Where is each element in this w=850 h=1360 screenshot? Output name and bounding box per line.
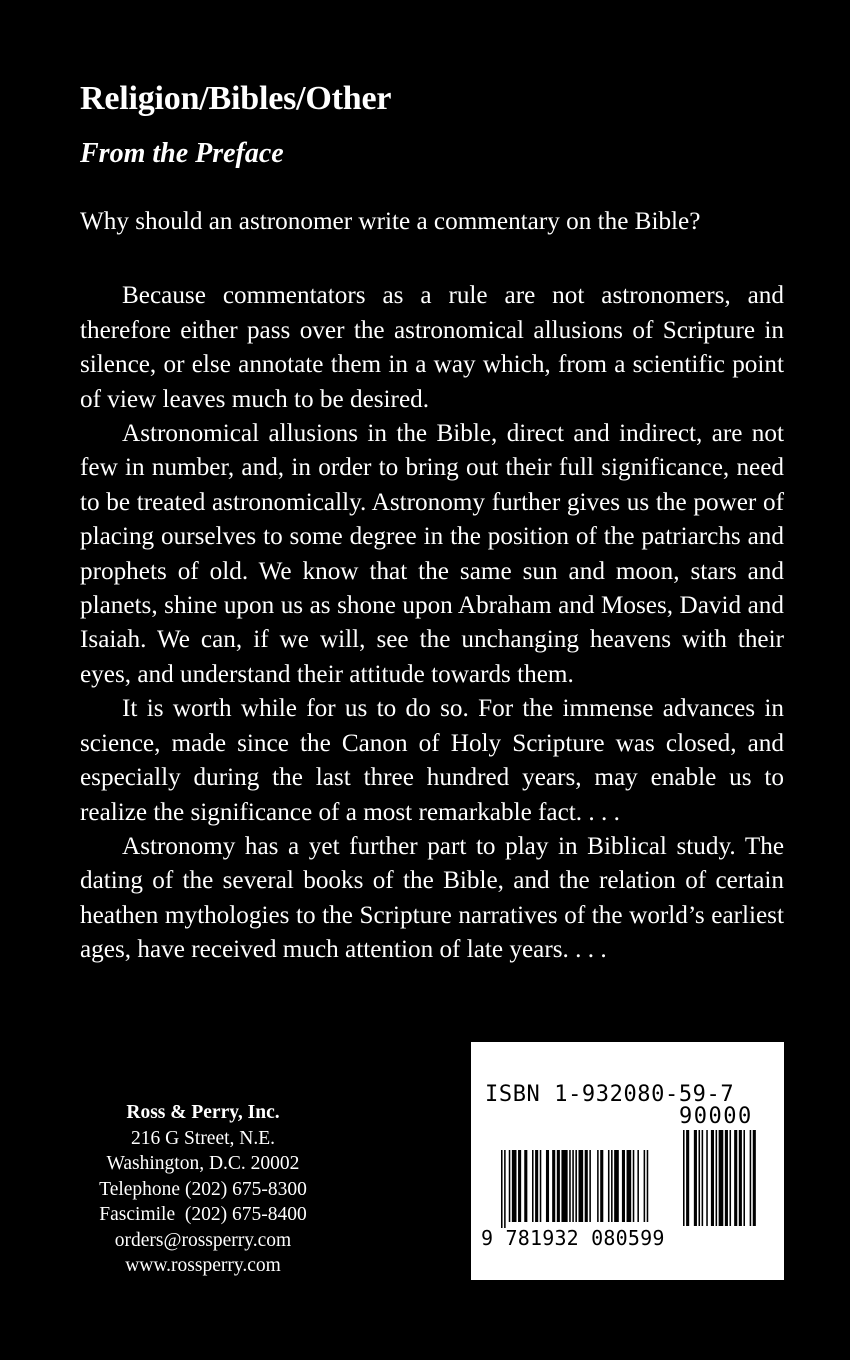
- barcode-bar: [512, 1150, 517, 1222]
- publisher-street: 216 G Street, N.E.: [130, 1127, 276, 1149]
- publisher-city: Washington, D.C. 20002: [106, 1153, 300, 1174]
- barcode-bar: [589, 1150, 591, 1222]
- barcode-bar: [633, 1150, 635, 1222]
- isbn-label: ISBN 1-932080-59-7: [485, 1082, 735, 1107]
- barcode-bar: [702, 1130, 704, 1226]
- barcode-bar: [750, 1130, 752, 1226]
- barcode-bar: [614, 1150, 619, 1222]
- barcode-bar: [608, 1150, 610, 1222]
- barcode-bar: [501, 1150, 503, 1228]
- barcode-bar: [518, 1150, 521, 1222]
- barcode-bar: [569, 1150, 571, 1222]
- barcode-bar: [753, 1130, 756, 1226]
- publisher-website: www.rossperry.com: [125, 1255, 281, 1276]
- barcode-bar: [509, 1150, 511, 1222]
- barcode-bar: [743, 1130, 745, 1226]
- barcode-bar: [504, 1150, 506, 1228]
- barcode-bar: [694, 1130, 697, 1226]
- barcode-bar: [725, 1130, 728, 1226]
- barcode-bar: [546, 1150, 549, 1222]
- preface-paragraph-2: Astronomical allusions in the Bible, direct and indirect, are not few in number, and, in order to bring out their full significance, need to be treated astronomically. Astronomy further gives us the power of placing ourselves to some degree in the position of the patriarchs and prophets of old. We know that the same sun and moon, stars and planets, shine upon us as shone upon Abraham and Moses, David and Isaiah. We can, if we will, see the unchanging heavens with their eyes, and understand their attitude towards them.: [80, 420, 784, 688]
- opening-question: Why should an astronomer write a commentary on the Bible?: [80, 208, 701, 235]
- barcode-bar: [557, 1150, 560, 1222]
- barcode-bar: [627, 1150, 632, 1222]
- barcode-bar: [683, 1130, 685, 1226]
- preface-paragraph-4: Astronomy has a yet further part to play in Biblical study. The dating of the several books of the Bible, and the relation of certain heathen mythologies to the Scripture narratives of the world’s earliest ages, have received much attention of late years. . . .: [80, 832, 784, 964]
- preface-paragraph-3: It is worth while for us to do so. For the immense advances in science, made since the Canon of Holy Scripture was closed, and especially during the last three hundred years, may enable us to realize the significance of a most remarkable fact. . . .: [80, 695, 784, 826]
- barcode-bar: [579, 1150, 584, 1222]
- barcode-bar: [575, 1150, 577, 1222]
- preface-paragraph-1: Because commentators as a rule are not astronomers, and therefore either pass over the astronomical allusions of Scripture in silence, or else annotate them in a way which, from a scientific point of view leaves much to be desired.: [80, 282, 784, 413]
- barcode-bar: [699, 1130, 701, 1226]
- ean-digits: 9 781932 080599: [481, 1226, 665, 1250]
- barcode-bar: [585, 1150, 588, 1222]
- barcode-bar: [524, 1150, 527, 1222]
- barcode-bar: [739, 1130, 742, 1226]
- category-heading: Religion/Bibles/Other: [80, 80, 392, 117]
- barcode-bar: [535, 1150, 538, 1222]
- barcode-bar: [716, 1130, 718, 1226]
- publisher-name: Ross & Perry, Inc.: [126, 1102, 280, 1123]
- preface-subtitle: From the Preface: [80, 138, 284, 169]
- barcode-bar: [711, 1130, 714, 1226]
- barcode-bar: [622, 1150, 625, 1222]
- barcode-bar: [730, 1130, 732, 1226]
- isbn-barcode: [471, 1042, 784, 1280]
- barcode-bar: [644, 1150, 646, 1222]
- barcode-bar: [734, 1130, 737, 1226]
- barcode-bar: [552, 1150, 555, 1222]
- publisher-fax: Fascimile (202) 675-8400: [99, 1204, 307, 1225]
- barcode-bar: [706, 1130, 708, 1226]
- barcode-bar: [719, 1130, 724, 1226]
- barcode-bar: [540, 1150, 542, 1222]
- barcode-bar: [532, 1150, 534, 1222]
- barcode-bar: [647, 1150, 649, 1222]
- barcode-bar: [611, 1150, 613, 1222]
- publisher-info: [78, 1100, 328, 1279]
- addon-digits: 90000: [679, 1104, 753, 1129]
- barcode-bar: [572, 1150, 574, 1222]
- barcode-bar: [561, 1150, 567, 1222]
- barcode-bar: [686, 1130, 689, 1226]
- barcode-bar: [597, 1150, 599, 1222]
- barcode-bar: [600, 1150, 603, 1222]
- barcode-bar: [637, 1150, 639, 1222]
- publisher-email: orders@rossperry.com: [114, 1229, 292, 1251]
- publisher-telephone: Telephone (202) 675-8300: [99, 1178, 307, 1200]
- preface-text: [80, 205, 784, 968]
